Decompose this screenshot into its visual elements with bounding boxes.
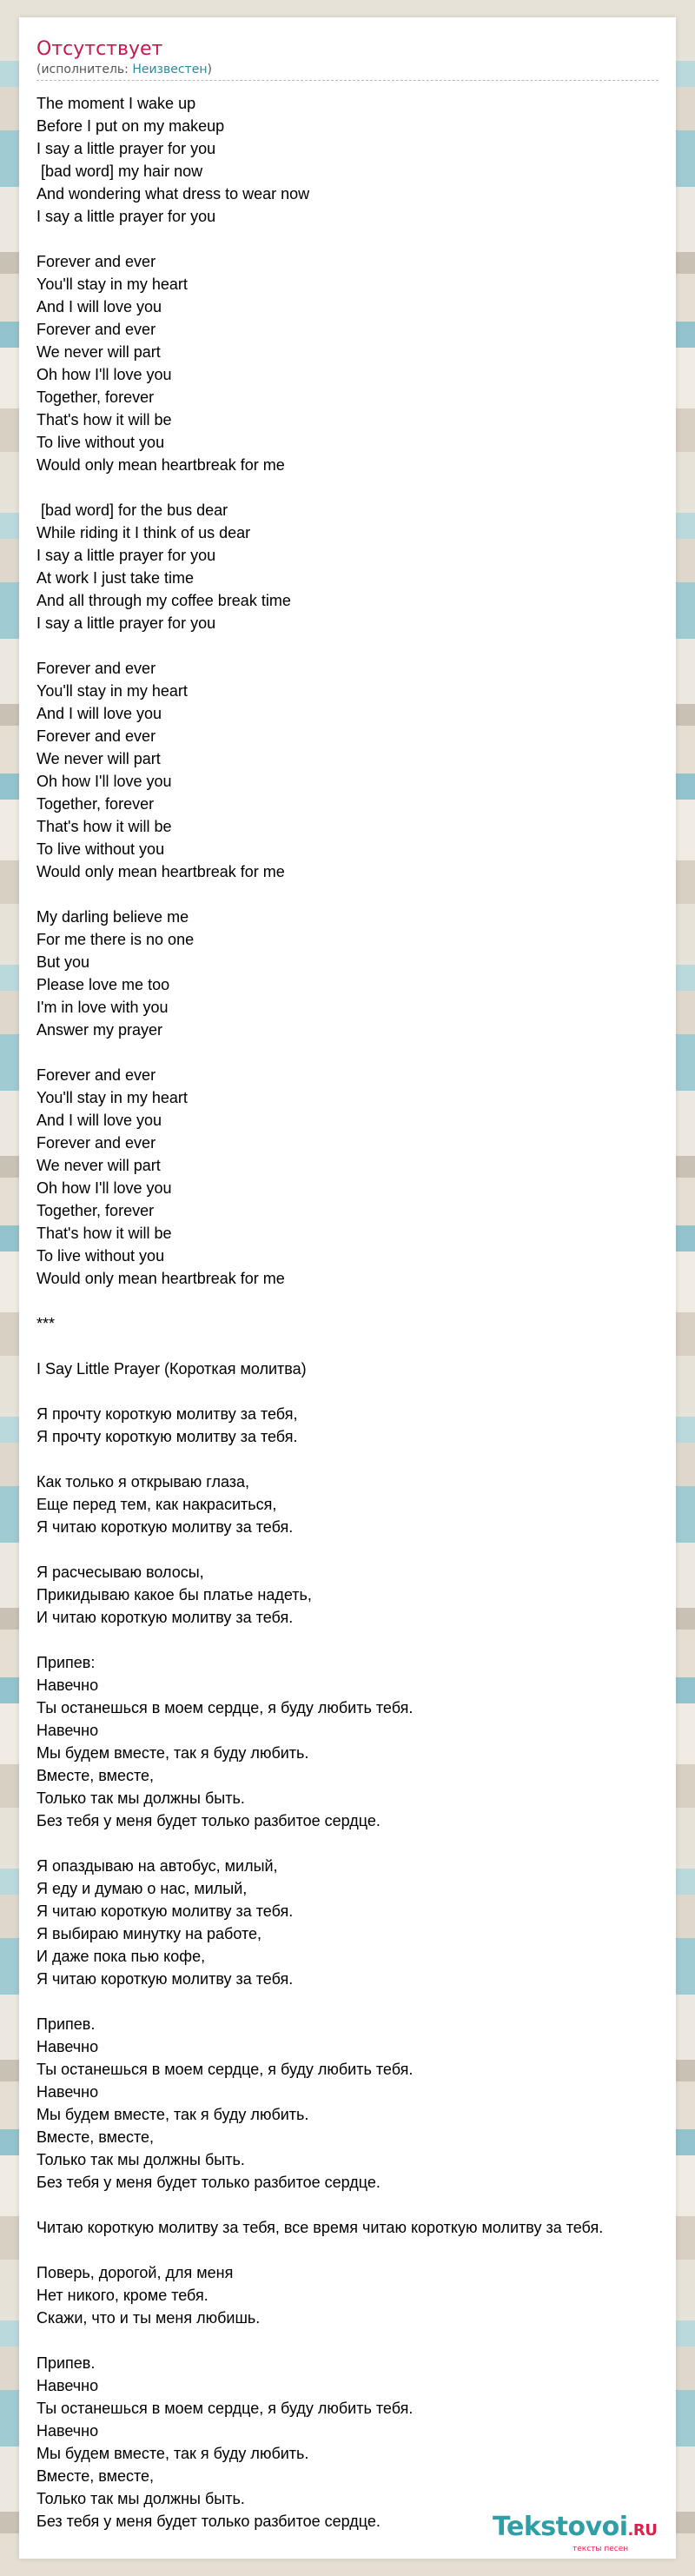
- lyric-line: Припев.: [36, 2015, 96, 2033]
- lyric-line: For me there is no one: [36, 931, 195, 948]
- song-title: Отсутствует: [36, 38, 163, 60]
- lyric-line: Мы будем вместе, так я буду любить.: [36, 1744, 309, 1762]
- lyric-line: [36, 1629, 679, 1651]
- lyric-line: Would only mean heartbreak for me: [36, 1270, 285, 1287]
- lyric-line: Без тебя у меня будет только разбитое сердце.: [36, 2174, 381, 2191]
- lyric-line: [36, 1832, 679, 1855]
- lyric-line: Вместе, вместе,: [36, 1767, 155, 1784]
- lyric-line: Together, forever: [36, 795, 155, 813]
- lyric-line: That's how it will be: [36, 818, 172, 835]
- lyric-line: We never will part: [36, 343, 161, 361]
- lyric-line: Навечно: [36, 2422, 99, 2440]
- lyric-line: And I will love you: [36, 1112, 162, 1129]
- lyric-line: We never will part: [36, 750, 161, 767]
- logo-name: Tekstovoi: [493, 2512, 628, 2542]
- lyric-line: Навечно: [36, 1722, 99, 1739]
- lyric-line: [36, 1290, 679, 1312]
- lyric-line: Вместе, вместе,: [36, 2128, 155, 2146]
- lyric-line: You'll stay in my heart: [36, 682, 188, 700]
- lyric-line: My darling believe me: [36, 908, 189, 926]
- lyric-line: Forever and ever: [36, 727, 156, 745]
- lyric-line: Ты останешься в моем сердце, я буду любить тебя.: [36, 1699, 414, 1716]
- lyric-line: And wondering what dress to wear now: [36, 185, 310, 202]
- lyric-line: Я читаю короткую молитву за тебя.: [36, 1518, 294, 1536]
- lyric-line: [36, 1990, 679, 2013]
- lyric-line: Припев.: [36, 2354, 96, 2372]
- lyric-line: While riding it I think of us dear: [36, 524, 251, 541]
- lyric-line: [36, 1380, 679, 1403]
- lyric-line: Навечно: [36, 2083, 99, 2101]
- lyric-line: Поверь, дорогой, для меня: [36, 2264, 234, 2281]
- lyric-line: ***: [36, 1315, 56, 1332]
- lyric-line: Припев:: [36, 1654, 96, 1671]
- lyric-line: And all through my coffee break time: [36, 592, 291, 609]
- lyric-line: [36, 883, 679, 906]
- lyric-line: Answer my prayer: [36, 1021, 163, 1039]
- logo-wordmark: [493, 2512, 657, 2542]
- lyric-line: The moment I wake up: [36, 95, 196, 112]
- lyric-line: [36, 476, 679, 499]
- lyric-line: Прикидываю какое бы платье надеть,: [36, 1586, 312, 1603]
- lyric-line: Без тебя у меня будет только разбитое сердце.: [36, 1812, 381, 1829]
- lyric-line: [36, 228, 679, 250]
- lyric-line: Forever and ever: [36, 1066, 156, 1084]
- lyrics-text: [36, 92, 679, 2533]
- lyric-line: Together, forever: [36, 388, 155, 406]
- lyric-line: I say a little prayer for you: [36, 140, 216, 157]
- lyric-line: And I will love you: [36, 298, 162, 315]
- lyric-line: [bad word] for the bus dear: [36, 501, 228, 519]
- lyric-line: At work I just take time: [36, 569, 195, 587]
- lyric-line: Oh how I'll love you: [36, 366, 172, 383]
- lyric-line: We never will part: [36, 1157, 161, 1174]
- lyric-line: Скажи, что и ты меня любишь.: [36, 2309, 261, 2327]
- lyric-line: That's how it will be: [36, 411, 172, 428]
- lyric-line: И читаю короткую молитву за тебя.: [36, 1609, 294, 1626]
- performer-suffix: ): [207, 63, 212, 76]
- lyric-line: Ты останешься в моем сердце, я буду любить тебя.: [36, 2061, 414, 2078]
- lyric-line: Please love me too: [36, 976, 170, 993]
- performer-line: [36, 63, 212, 76]
- lyric-line: [36, 2329, 679, 2352]
- lyric-line: И даже пока пью кофе,: [36, 1948, 206, 1965]
- lyric-line: Только так мы должны быть.: [36, 2151, 245, 2168]
- lyric-line: Я еду и думаю о нас, милый,: [36, 1880, 248, 1897]
- lyric-line: Только так мы должны быть.: [36, 1789, 245, 1807]
- logo-tld: .RU: [627, 2521, 658, 2539]
- performer-link[interactable]: Неизвестен: [132, 63, 208, 76]
- lyric-line: Oh how I'll love you: [36, 773, 172, 790]
- lyric-line: Я читаю короткую молитву за тебя.: [36, 1970, 294, 1988]
- lyric-line: Я прочту короткую молитву за тебя,: [36, 1405, 298, 1423]
- lyric-line: [36, 1335, 679, 1358]
- lyric-line: Я выбираю минутку на работе,: [36, 1925, 262, 1942]
- lyric-line: Навечно: [36, 2377, 99, 2394]
- lyric-line: And I will love you: [36, 705, 162, 722]
- lyric-line: Еще перед тем, как накраситься,: [36, 1496, 277, 1513]
- lyric-line: Как только я открываю глаза,: [36, 1473, 250, 1490]
- lyric-line: [36, 634, 679, 657]
- lyric-line: Would only mean heartbreak for me: [36, 863, 285, 880]
- lyric-line: Навечно: [36, 2038, 99, 2055]
- lyric-line: Без тебя у меня будет только разбитое сердце.: [36, 2513, 381, 2530]
- lyric-line: [36, 2239, 679, 2261]
- lyric-line: But you: [36, 953, 90, 971]
- lyric-line: To live without you: [36, 1247, 165, 1265]
- lyric-line: I say a little prayer for you: [36, 208, 216, 225]
- lyric-line: Я читаю короткую молитву за тебя.: [36, 1902, 294, 1920]
- header-divider: [36, 80, 659, 81]
- lyric-line: To live without you: [36, 840, 165, 858]
- lyric-line: Нет никого, кроме тебя.: [36, 2287, 208, 2304]
- lyric-line: Вместе, вместе,: [36, 2467, 155, 2485]
- lyric-line: You'll stay in my heart: [36, 1089, 188, 1106]
- lyric-line: [36, 1538, 679, 1561]
- lyric-line: Together, forever: [36, 1202, 155, 1219]
- lyric-line: Навечно: [36, 1676, 99, 1694]
- logo-tagline: тексты песен: [573, 2545, 629, 2553]
- lyric-line: Forever and ever: [36, 253, 156, 270]
- lyric-line: To live without you: [36, 434, 165, 451]
- lyric-line: Я прочту короткую молитву за тебя.: [36, 1428, 298, 1445]
- lyric-line: Ты останешься в моем сердце, я буду любить тебя.: [36, 2400, 414, 2417]
- lyric-line: Would only mean heartbreak for me: [36, 456, 285, 474]
- lyric-line: [bad word] my hair now: [36, 163, 203, 180]
- lyric-line: I'm in love with you: [36, 999, 169, 1016]
- lyric-line: [36, 1448, 679, 1471]
- lyric-line: That's how it will be: [36, 1225, 172, 1242]
- lyric-line: Читаю короткую молитву за тебя, все время читаю короткую молитву за тебя.: [36, 2219, 604, 2236]
- lyric-line: I Say Little Prayer (Короткая молитва): [36, 1360, 307, 1378]
- lyric-line: Oh how I'll love you: [36, 1179, 172, 1197]
- lyric-line: Я расчесываю волосы,: [36, 1564, 204, 1581]
- lyric-line: [36, 1041, 679, 1064]
- lyric-line: [36, 2194, 679, 2216]
- lyric-line: Before I put on my makeup: [36, 117, 225, 135]
- lyric-line: Forever and ever: [36, 660, 156, 677]
- lyric-line: Forever and ever: [36, 1134, 156, 1152]
- lyric-line: Forever and ever: [36, 321, 156, 338]
- site-logo[interactable]: [493, 2512, 675, 2553]
- lyric-line: I say a little prayer for you: [36, 614, 216, 632]
- lyric-line: You'll stay in my heart: [36, 276, 188, 293]
- lyrics-card: [19, 17, 676, 2559]
- performer-prefix: (исполнитель:: [36, 63, 133, 76]
- lyric-line: Только так мы должны быть.: [36, 2490, 245, 2507]
- lyric-line: Мы будем вместе, так я буду любить.: [36, 2445, 309, 2462]
- lyric-line: I say a little prayer for you: [36, 547, 216, 564]
- lyric-line: Я опаздываю на автобус, милый,: [36, 1857, 278, 1875]
- lyric-line: Мы будем вместе, так я буду любить.: [36, 2106, 309, 2123]
